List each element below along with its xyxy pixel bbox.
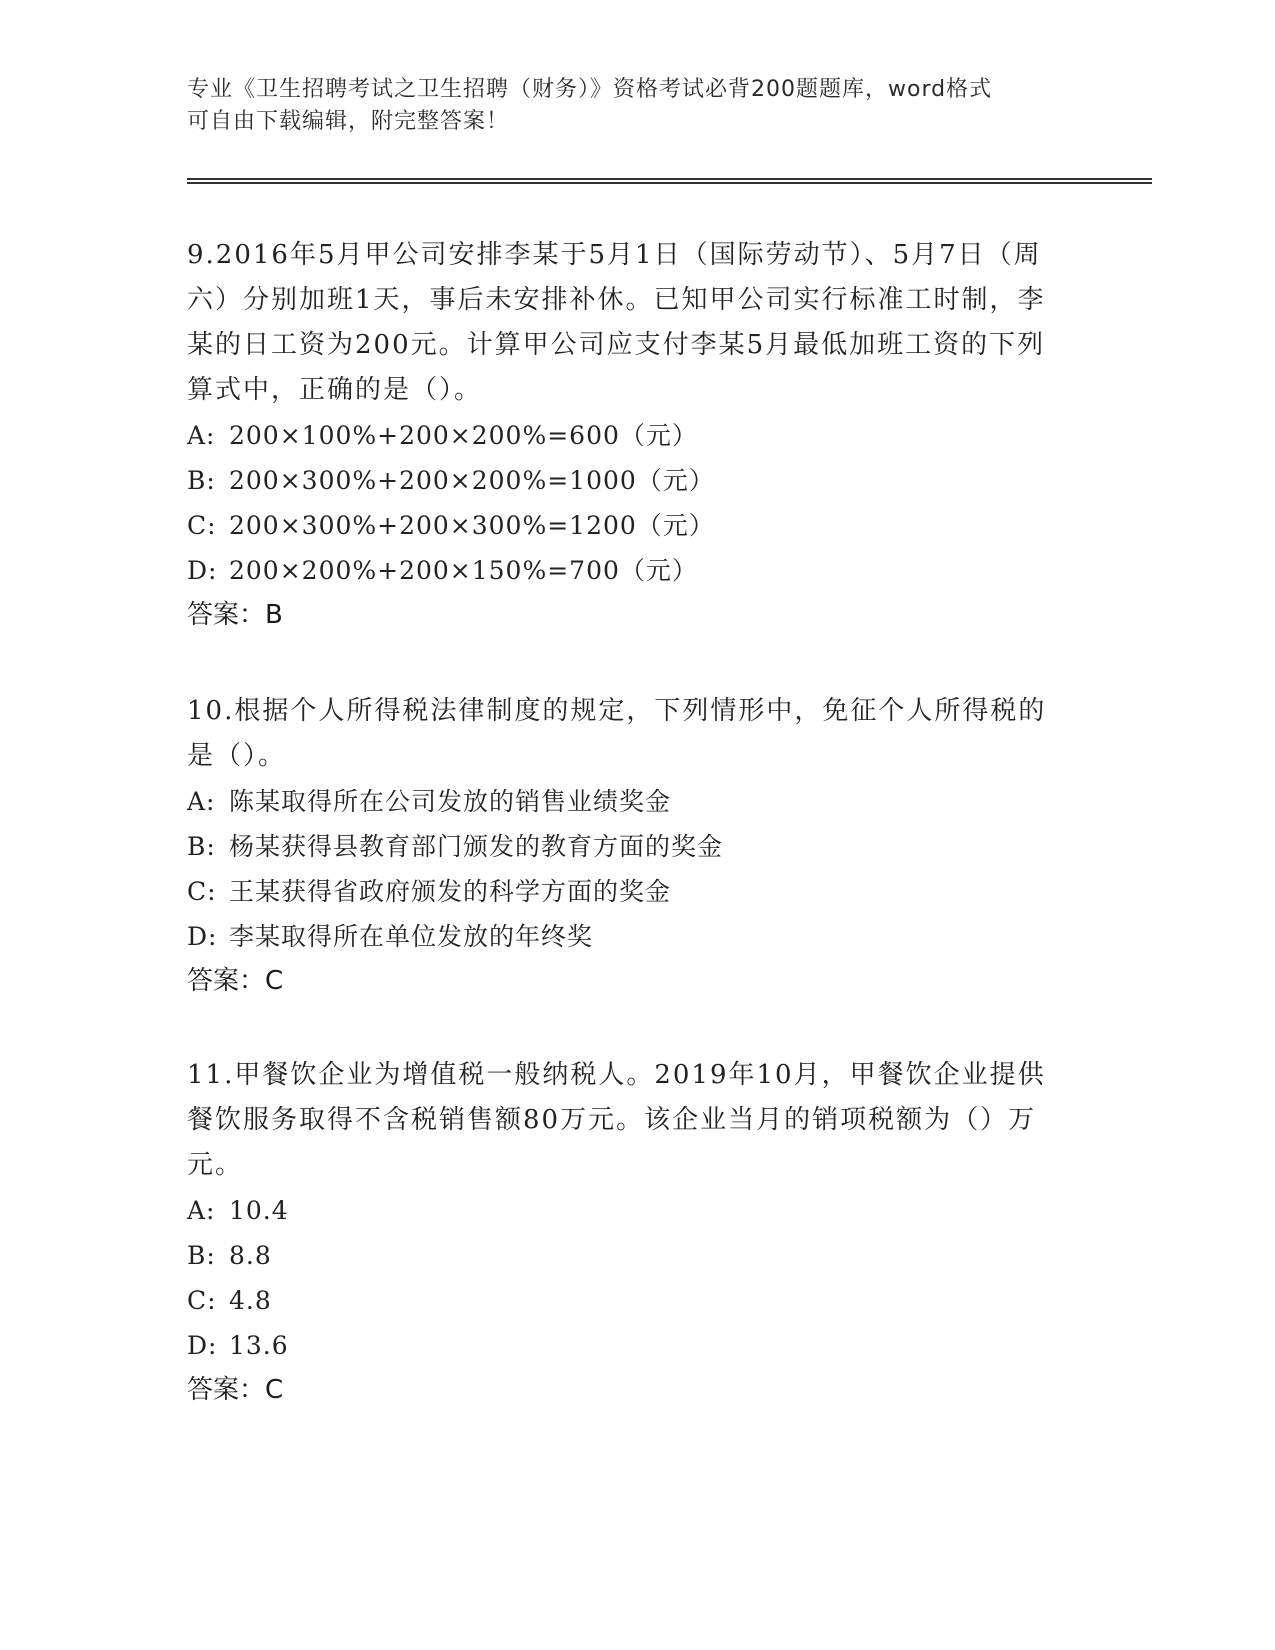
option-key: A: bbox=[187, 1196, 216, 1225]
option-text: 8.8 bbox=[229, 1241, 272, 1270]
answer-line: 答案：C bbox=[187, 1375, 284, 1405]
option-key: B: bbox=[187, 1241, 216, 1270]
answer-line: 答案：B bbox=[187, 600, 283, 630]
option-key: A: bbox=[187, 421, 216, 450]
option-b bbox=[187, 1233, 1067, 1278]
option-a bbox=[187, 1188, 1067, 1233]
option-c bbox=[187, 503, 1067, 548]
option-a bbox=[187, 779, 1067, 824]
option-text: 王某获得省政府颁发的科学方面的奖金 bbox=[229, 877, 672, 906]
option-key: C: bbox=[187, 1286, 217, 1315]
option-key: C: bbox=[187, 877, 217, 906]
option-a bbox=[187, 413, 1067, 458]
option-d bbox=[187, 548, 1067, 593]
option-text: 200×300%+200×200%=1000（元） bbox=[229, 466, 715, 495]
option-text: 200×300%+200×300%=1200（元） bbox=[229, 511, 715, 540]
header-line-2: 可自由下载编辑，附完整答案！ bbox=[187, 109, 510, 134]
option-d bbox=[187, 1323, 1067, 1368]
document-header bbox=[187, 74, 1087, 138]
option-text: 杨某获得县教育部门颁发的教育方面的奖金 bbox=[229, 832, 724, 861]
option-b bbox=[187, 458, 1067, 503]
option-key: B: bbox=[187, 832, 216, 861]
question-9 bbox=[187, 233, 1067, 638]
option-text: 陈某取得所在公司发放的销售业绩奖金 bbox=[229, 787, 672, 816]
option-key: D: bbox=[187, 556, 218, 585]
question-10 bbox=[187, 689, 1067, 1004]
option-key: B: bbox=[187, 466, 216, 495]
question-stem: 9.2016年5月甲公司安排李某于5月1日（国际劳动节）、5月7日（周六）分别加班1天，事后未安排补休。已知甲公司实行标准工时制，李某的日工资为200元。计算甲公司应支付李某5月最低加班工资的下列算式中，正确的是（）。 bbox=[187, 240, 1046, 405]
header-divider-top bbox=[187, 178, 1152, 180]
option-text: 200×200%+200×150%=700（元） bbox=[229, 556, 698, 585]
option-text: 13.6 bbox=[229, 1331, 289, 1360]
option-b bbox=[187, 824, 1067, 869]
answer-line: 答案：C bbox=[187, 966, 284, 996]
option-key: C: bbox=[187, 511, 217, 540]
question-stem: 11.甲餐饮企业为增值税一般纳税人。2019年10月，甲餐饮企业提供餐饮服务取得不含税销售额80万元。该企业当月的销项税额为（）万元。 bbox=[187, 1060, 1046, 1180]
option-text: 200×100%+200×200%=600（元） bbox=[229, 421, 698, 450]
option-key: A: bbox=[187, 787, 216, 816]
option-d bbox=[187, 914, 1067, 959]
question-stem: 10.根据个人所得税法律制度的规定，下列情形中，免征个人所得税的是（）。 bbox=[187, 696, 1047, 771]
header-divider-bottom bbox=[187, 182, 1152, 184]
question-11 bbox=[187, 1053, 1067, 1413]
option-text: 10.4 bbox=[229, 1196, 289, 1225]
option-key: D: bbox=[187, 1331, 218, 1360]
option-text: 4.8 bbox=[229, 1286, 272, 1315]
header-line-1: 专业《卫生招聘考试之卫生招聘（财务）》资格考试必背200题题库，word格式 bbox=[187, 77, 993, 102]
option-c bbox=[187, 1278, 1067, 1323]
option-key: D: bbox=[187, 922, 218, 951]
option-c bbox=[187, 869, 1067, 914]
option-text: 李某取得所在单位发放的年终奖 bbox=[229, 922, 594, 951]
